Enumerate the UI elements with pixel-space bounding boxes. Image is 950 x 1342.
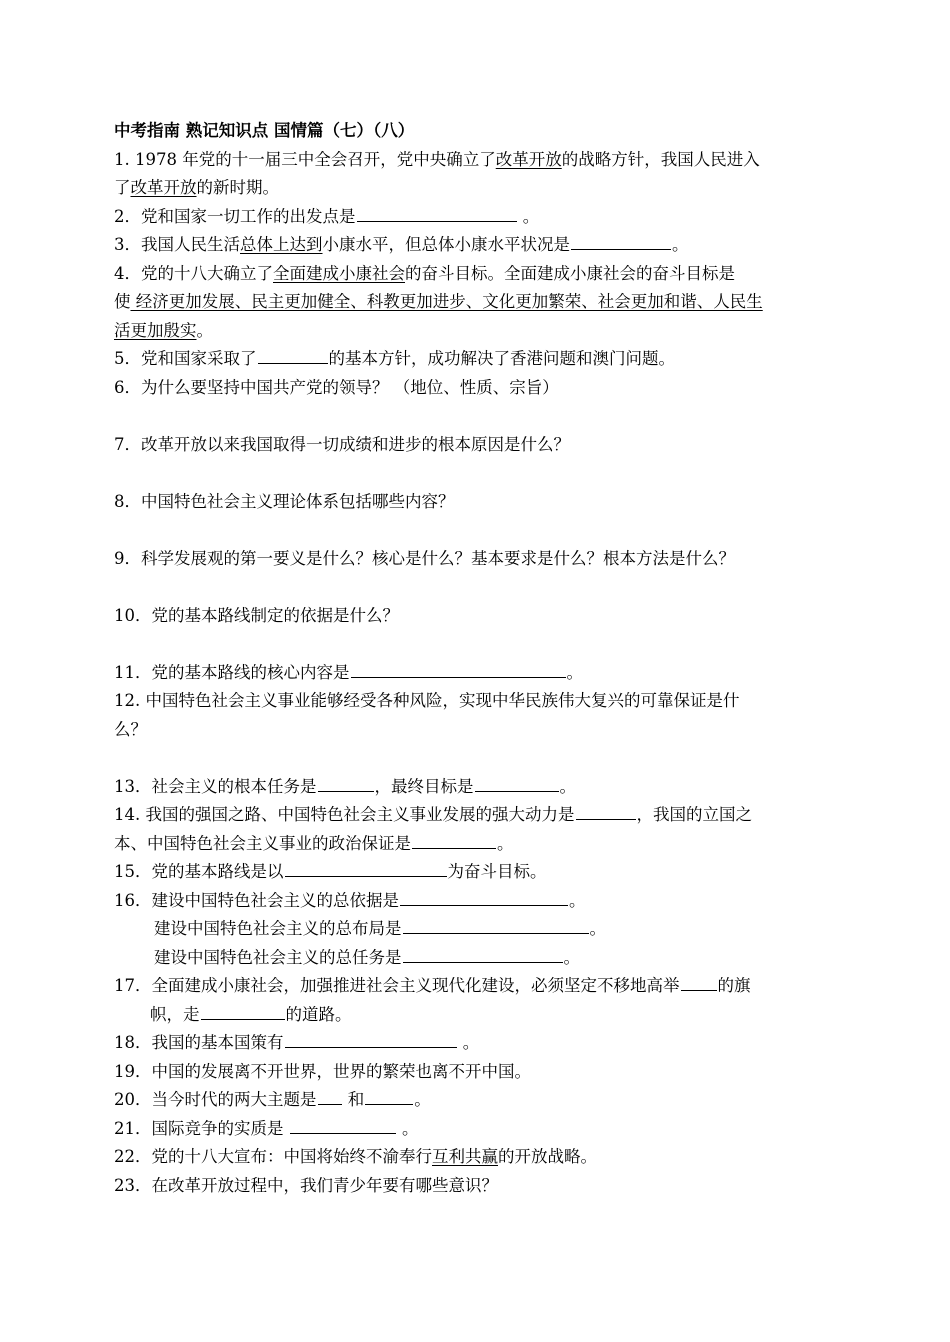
question-14: 14. 我国的强国之路、中国特色社会主义事业发展的强大动力是 ，我国的立国之 [114, 801, 834, 830]
question-4: 4．党的十八大确立了全面建成小康社会的奋斗目标。全面建成小康社会的奋斗目标是 [114, 263, 735, 283]
underlined-answer: 总体上达到 [240, 235, 323, 254]
document-title: 中考指南 熟记知识点 国情篇（七）（八） [114, 121, 415, 140]
question-8: 8．中国特色社会主义理论体系包括哪些内容？ [114, 491, 455, 511]
answer-blank [475, 773, 559, 792]
question-18: 18．我国的基本国策有 。 [114, 1029, 834, 1058]
underlined-answer: 全面建成小康社会 [273, 263, 405, 283]
answer-blank [285, 858, 447, 877]
document-page [114, 117, 834, 1200]
question-14-cont: 本、中国特色社会主义事业的政治保证是 。 [114, 830, 834, 859]
question-16: 16．建设中国特色社会主义的总依据是 。 [114, 887, 834, 916]
question-12: 12. 中国特色社会主义事业能够经受各种风险，实现中华民族伟大复兴的可靠保证是什 [114, 691, 740, 710]
question-16-c: 建设中国特色社会主义的总任务是 。 [114, 944, 834, 973]
answer-blank [403, 915, 589, 934]
answer-blank [318, 1086, 342, 1105]
question-15: 15．党的基本路线是以 为奋斗目标。 [114, 858, 834, 887]
question-12-cont: 么？ [114, 719, 147, 739]
answer-blank [576, 801, 636, 820]
question-1-cont: 了改革开放的新时期。 [114, 178, 279, 197]
answer-blank [403, 944, 563, 963]
question-2: 2．党和国家一切工作的出发点是 。 [114, 203, 834, 232]
question-16-b: 建设中国特色社会主义的总布局是 。 [114, 915, 834, 944]
answer-blank [412, 830, 496, 849]
question-17-cont: 帜，走 的道路。 [114, 1001, 834, 1030]
answer-blank [258, 345, 328, 364]
question-4-cont: 使 经济更加发展、民主更加健全、科教更加进步、文化更加繁荣、社会更加和谐、人民生 [114, 292, 763, 311]
answer-blank [285, 1029, 457, 1048]
answer-blank [365, 1086, 413, 1105]
question-6: 6．为什么要坚持中国共产党的领导？ （地位、性质、宗旨） [114, 377, 559, 397]
question-21: 21．国际竞争的实质是 。 [114, 1115, 834, 1144]
question-23: 23．在改革开放过程中，我们青少年要有哪些意识？ [114, 1175, 498, 1195]
answer-blank [290, 1115, 396, 1134]
question-19: 19．中国的发展离不开世界，世界的繁荣也离不开中国。 [114, 1061, 531, 1081]
question-9: 9．科学发展观的第一要义是什么？核心是什么？基本要求是什么？根本方法是什么？ [114, 548, 735, 568]
question-7: 7．改革开放以来我国取得一切成绩和进步的根本原因是什么？ [114, 434, 570, 454]
answer-blank [318, 773, 374, 792]
question-17: 17．全面建成小康社会，加强推进社会主义现代化建设，必须坚定不移地高举 的旗 [114, 972, 834, 1001]
question-5: 5．党和国家采取了 的基本方针，成功解决了香港问题和澳门问题。 [114, 345, 834, 374]
question-1: 1. 1978 年党的十一届三中全会召开，党中央确立了改革开放的战略方针，我国人民进入 [114, 149, 760, 169]
answer-blank [357, 203, 517, 222]
underlined-answer: 互利共赢 [432, 1147, 498, 1166]
question-20: 20．当今时代的两大主题是 和 。 [114, 1086, 834, 1115]
answer-blank [351, 659, 566, 678]
answer-blank [400, 887, 568, 906]
answer-blank [571, 231, 671, 250]
answer-blank [201, 1001, 285, 1020]
question-22: 22．党的十八大宣布：中国将始终不渝奉行互利共赢的开放战略。 [114, 1147, 597, 1166]
answer-blank [681, 972, 717, 991]
underlined-answer: 改革开放 [130, 178, 197, 197]
question-13: 13．社会主义的根本任务是 ，最终目标是 。 [114, 773, 834, 802]
underlined-answer: 活更加殷实 [114, 320, 197, 340]
question-4-cont2: 活更加殷实。 [114, 320, 213, 340]
question-3: 3．我国人民生活总体上达到小康水平，但总体小康水平状况是 。 [114, 231, 834, 260]
underlined-answer: 改革开放 [495, 149, 562, 169]
question-11: 11．党的基本路线的核心内容是 。 [114, 659, 834, 688]
question-10: 10．党的基本路线制定的依据是什么？ [114, 605, 399, 625]
underlined-answer: 经济更加发展、民主更加健全、科教更加进步、文化更加繁荣、社会更加和谐、人民生 [130, 292, 763, 311]
